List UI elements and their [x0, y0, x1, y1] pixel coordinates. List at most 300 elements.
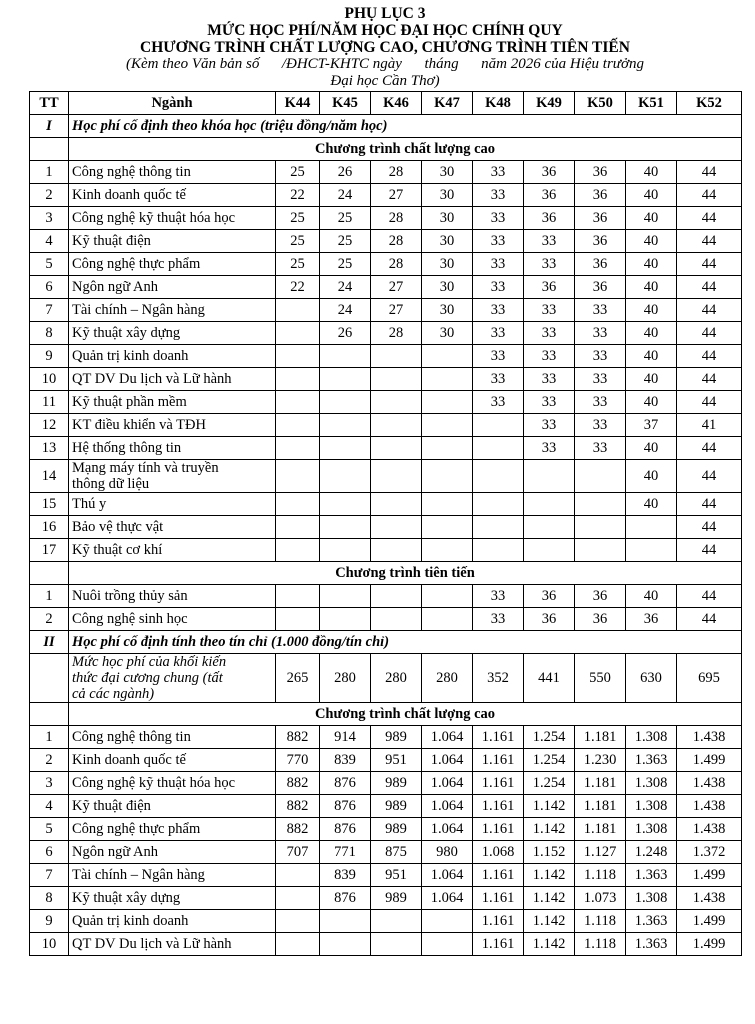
row-name: Kỹ thuật phần mềm — [69, 391, 276, 414]
value-cell — [276, 437, 320, 460]
document-subtitle: CHƯƠNG TRÌNH CHẤT LƯỢNG CAO, CHƯƠNG TRÌNH TIÊN TIẾN — [140, 39, 630, 56]
value-cell: 36 — [575, 253, 626, 276]
value-cell — [371, 493, 422, 516]
value-cell: 44 — [677, 161, 742, 184]
row-name: KT điều khiển và TĐH — [69, 414, 276, 437]
empty-cell — [30, 562, 69, 585]
row-number: 6 — [30, 276, 69, 299]
value-cell — [320, 516, 371, 539]
row-name: Quản trị kinh doanh — [69, 345, 276, 368]
col-header: K49 — [524, 92, 575, 115]
value-cell — [276, 585, 320, 608]
value-cell: 1.181 — [575, 795, 626, 818]
value-cell: 882 — [276, 818, 320, 841]
value-cell: 33 — [524, 253, 575, 276]
row-number: 11 — [30, 391, 69, 414]
value-cell: 44 — [677, 585, 742, 608]
table-row — [30, 864, 742, 887]
table-row — [30, 795, 742, 818]
section-number: I — [30, 115, 69, 138]
value-cell: 33 — [473, 276, 524, 299]
value-cell — [422, 368, 473, 391]
table-row — [30, 726, 742, 749]
value-cell: 951 — [371, 749, 422, 772]
value-cell — [276, 539, 320, 562]
row-number: 13 — [30, 437, 69, 460]
row-name — [69, 460, 276, 493]
table-row — [30, 493, 742, 516]
value-cell: 44 — [677, 516, 742, 539]
value-cell: 1.064 — [422, 887, 473, 910]
value-cell: 989 — [371, 818, 422, 841]
value-cell: 41 — [677, 414, 742, 437]
value-cell — [276, 493, 320, 516]
row-name: Ngôn ngữ Anh — [69, 841, 276, 864]
value-cell — [473, 539, 524, 562]
value-cell: 1.161 — [473, 749, 524, 772]
row-name: Nuôi trồng thủy sản — [69, 585, 276, 608]
value-cell: 36 — [575, 230, 626, 253]
value-cell: 36 — [524, 184, 575, 207]
value-cell: 1.064 — [422, 772, 473, 795]
value-cell: 33 — [473, 345, 524, 368]
section-number: II — [30, 631, 69, 654]
value-cell: 40 — [626, 184, 677, 207]
row-number: 5 — [30, 253, 69, 276]
value-cell — [626, 539, 677, 562]
value-cell: 30 — [422, 322, 473, 345]
value-cell — [575, 460, 626, 493]
value-cell — [320, 539, 371, 562]
value-cell: 1.161 — [473, 887, 524, 910]
table-row — [30, 933, 742, 956]
row-name: Hệ thống thông tin — [69, 437, 276, 460]
table-row — [30, 253, 742, 276]
value-cell: 36 — [524, 276, 575, 299]
value-cell: 1.127 — [575, 841, 626, 864]
row-number: 7 — [30, 864, 69, 887]
value-cell — [422, 437, 473, 460]
value-cell — [473, 437, 524, 460]
value-cell — [320, 391, 371, 414]
value-cell: 36 — [524, 161, 575, 184]
row-name: Thú y — [69, 493, 276, 516]
value-cell: 28 — [371, 253, 422, 276]
value-cell: 44 — [677, 184, 742, 207]
s1-clc-body — [30, 161, 742, 460]
value-cell: 1.254 — [524, 749, 575, 772]
row-number: 1 — [30, 585, 69, 608]
subsection-title: Chương trình chất lượng cao — [69, 703, 742, 726]
value-cell: 33 — [473, 184, 524, 207]
value-cell — [371, 516, 422, 539]
value-cell: 989 — [371, 726, 422, 749]
table-row — [30, 207, 742, 230]
value-cell — [371, 910, 422, 933]
value-cell: 707 — [276, 841, 320, 864]
value-cell — [422, 516, 473, 539]
value-cell: 44 — [677, 253, 742, 276]
row-number: 12 — [30, 414, 69, 437]
row-name: Kinh doanh quốc tế — [69, 749, 276, 772]
value-cell: 33 — [473, 253, 524, 276]
col-header: K46 — [371, 92, 422, 115]
row-name: QT DV Du lịch và Lữ hành — [69, 933, 276, 956]
value-cell: 980 — [422, 841, 473, 864]
value-cell: 36 — [575, 585, 626, 608]
table-row — [30, 437, 742, 460]
value-cell: 36 — [524, 585, 575, 608]
general-label-line: thức đại cương chung (tất — [72, 670, 223, 686]
row-number: 5 — [30, 818, 69, 841]
value-cell: 280 — [371, 654, 422, 703]
value-cell: 24 — [320, 184, 371, 207]
row-name: Kỹ thuật cơ khí — [69, 539, 276, 562]
value-cell: 441 — [524, 654, 575, 703]
value-cell: 1.363 — [626, 910, 677, 933]
value-cell: 33 — [575, 322, 626, 345]
row-number: 14 — [30, 460, 69, 493]
value-cell: 33 — [473, 322, 524, 345]
reference-note: (Kèm theo Văn bản số /ĐHCT-KHTC ngày tháng năm 2026 của Hiệu trưởng — [126, 56, 644, 72]
value-cell: 1.161 — [473, 772, 524, 795]
col-header: K48 — [473, 92, 524, 115]
table-row — [30, 230, 742, 253]
value-cell: 1.073 — [575, 887, 626, 910]
row-number: 16 — [30, 516, 69, 539]
value-cell: 1.152 — [524, 841, 575, 864]
value-cell — [524, 493, 575, 516]
value-cell: 33 — [473, 585, 524, 608]
row-number: 7 — [30, 299, 69, 322]
value-cell — [320, 910, 371, 933]
value-cell: 40 — [626, 437, 677, 460]
row-number: 2 — [30, 608, 69, 631]
value-cell: 1.161 — [473, 818, 524, 841]
value-cell: 44 — [677, 299, 742, 322]
general-row — [30, 654, 742, 703]
fee-table — [29, 91, 742, 956]
value-cell: 36 — [575, 276, 626, 299]
value-cell: 876 — [320, 818, 371, 841]
value-cell: 33 — [473, 299, 524, 322]
row-number: 4 — [30, 230, 69, 253]
value-cell: 33 — [473, 608, 524, 631]
value-cell: 33 — [524, 437, 575, 460]
value-cell: 40 — [626, 253, 677, 276]
value-cell: 1.308 — [626, 772, 677, 795]
value-cell: 30 — [422, 161, 473, 184]
row-name: Tài chính – Ngân hàng — [69, 299, 276, 322]
value-cell: 28 — [371, 207, 422, 230]
value-cell: 33 — [575, 391, 626, 414]
row-number: 2 — [30, 184, 69, 207]
value-cell — [320, 437, 371, 460]
value-cell — [276, 933, 320, 956]
value-cell — [422, 460, 473, 493]
value-cell: 30 — [422, 299, 473, 322]
empty-cell — [30, 138, 69, 161]
value-cell — [276, 887, 320, 910]
value-cell: 25 — [320, 207, 371, 230]
table-row — [30, 460, 742, 493]
row-name: Kỹ thuật xây dựng — [69, 322, 276, 345]
table-row — [30, 368, 742, 391]
value-cell: 36 — [575, 608, 626, 631]
value-cell: 1.499 — [677, 910, 742, 933]
value-cell: 1.142 — [524, 887, 575, 910]
value-cell — [422, 608, 473, 631]
row-name-line: Mạng máy tính và truyền — [72, 460, 219, 476]
value-cell: 33 — [575, 299, 626, 322]
value-cell — [473, 460, 524, 493]
value-cell: 22 — [276, 184, 320, 207]
appendix-title: PHỤ LỤC 3 — [344, 5, 426, 22]
value-cell: 44 — [677, 345, 742, 368]
value-cell — [422, 391, 473, 414]
value-cell — [276, 299, 320, 322]
table-row — [30, 818, 742, 841]
col-header: K51 — [626, 92, 677, 115]
value-cell: 1.142 — [524, 864, 575, 887]
value-cell: 28 — [371, 230, 422, 253]
value-cell: 1.438 — [677, 772, 742, 795]
row-name: Công nghệ kỹ thuật hóa học — [69, 207, 276, 230]
value-cell: 44 — [677, 460, 742, 493]
row-name: Ngôn ngữ Anh — [69, 276, 276, 299]
table-row — [30, 414, 742, 437]
value-cell — [473, 414, 524, 437]
value-cell: 1.068 — [473, 841, 524, 864]
row-name: Công nghệ kỹ thuật hóa học — [69, 772, 276, 795]
row-name: QT DV Du lịch và Lữ hành — [69, 368, 276, 391]
value-cell: 33 — [473, 391, 524, 414]
col-header: Ngành — [69, 92, 276, 115]
header-row — [30, 92, 742, 115]
table-row — [30, 391, 742, 414]
value-cell: 914 — [320, 726, 371, 749]
value-cell: 33 — [524, 414, 575, 437]
value-cell: 882 — [276, 795, 320, 818]
row-number: 2 — [30, 749, 69, 772]
row-number: 8 — [30, 322, 69, 345]
value-cell: 44 — [677, 608, 742, 631]
row-number: 10 — [30, 933, 69, 956]
row-number: 6 — [30, 841, 69, 864]
value-cell: 30 — [422, 207, 473, 230]
value-cell: 771 — [320, 841, 371, 864]
value-cell: 630 — [626, 654, 677, 703]
value-cell — [422, 345, 473, 368]
col-header: TT — [30, 92, 69, 115]
value-cell — [276, 608, 320, 631]
table-row — [30, 585, 742, 608]
value-cell: 695 — [677, 654, 742, 703]
value-cell: 876 — [320, 887, 371, 910]
reference-note-cont: Đại học Cần Thơ) — [330, 73, 440, 89]
value-cell — [276, 391, 320, 414]
value-cell: 30 — [422, 276, 473, 299]
value-cell: 36 — [524, 207, 575, 230]
value-cell — [524, 539, 575, 562]
value-cell: 27 — [371, 184, 422, 207]
value-cell: 40 — [626, 493, 677, 516]
col-header: K45 — [320, 92, 371, 115]
value-cell: 1.308 — [626, 795, 677, 818]
value-cell — [575, 539, 626, 562]
value-cell: 24 — [320, 299, 371, 322]
value-cell: 1.438 — [677, 818, 742, 841]
value-cell: 40 — [626, 345, 677, 368]
value-cell — [524, 460, 575, 493]
value-cell: 44 — [677, 207, 742, 230]
row-number: 4 — [30, 795, 69, 818]
empty-cell — [30, 703, 69, 726]
value-cell: 25 — [276, 207, 320, 230]
value-cell — [422, 933, 473, 956]
row-name: Công nghệ sinh học — [69, 608, 276, 631]
value-cell: 839 — [320, 749, 371, 772]
value-cell: 33 — [575, 437, 626, 460]
value-cell: 265 — [276, 654, 320, 703]
value-cell: 44 — [677, 276, 742, 299]
value-cell — [422, 585, 473, 608]
value-cell: 26 — [320, 161, 371, 184]
row-name: Quản trị kinh doanh — [69, 910, 276, 933]
value-cell: 875 — [371, 841, 422, 864]
value-cell — [371, 460, 422, 493]
value-cell: 25 — [276, 253, 320, 276]
value-cell: 44 — [677, 493, 742, 516]
value-cell: 27 — [371, 299, 422, 322]
value-cell — [422, 910, 473, 933]
value-cell: 882 — [276, 726, 320, 749]
value-cell: 40 — [626, 207, 677, 230]
value-cell: 839 — [320, 864, 371, 887]
table-row — [30, 161, 742, 184]
value-cell — [276, 460, 320, 493]
value-cell: 1.438 — [677, 887, 742, 910]
value-cell: 36 — [626, 608, 677, 631]
value-cell: 550 — [575, 654, 626, 703]
table-row — [30, 608, 742, 631]
table-row — [30, 841, 742, 864]
value-cell: 37 — [626, 414, 677, 437]
subsection-title: Chương trình tiên tiến — [69, 562, 742, 585]
value-cell: 33 — [524, 230, 575, 253]
value-cell: 40 — [626, 460, 677, 493]
value-cell — [276, 516, 320, 539]
value-cell: 40 — [626, 161, 677, 184]
subsection-title: Chương trình chất lượng cao — [69, 138, 742, 161]
value-cell: 33 — [473, 161, 524, 184]
value-cell: 44 — [677, 368, 742, 391]
value-cell — [575, 493, 626, 516]
value-cell: 33 — [473, 207, 524, 230]
value-cell: 280 — [320, 654, 371, 703]
row-number: 17 — [30, 539, 69, 562]
value-cell: 36 — [575, 207, 626, 230]
value-cell: 33 — [524, 391, 575, 414]
value-cell — [371, 345, 422, 368]
value-cell — [371, 414, 422, 437]
value-cell: 24 — [320, 276, 371, 299]
value-cell — [473, 516, 524, 539]
value-cell: 1.161 — [473, 726, 524, 749]
value-cell: 22 — [276, 276, 320, 299]
section-title: Học phí cố định theo khóa học (triệu đồng/năm học) — [69, 115, 742, 138]
value-cell: 40 — [626, 276, 677, 299]
value-cell: 40 — [626, 585, 677, 608]
value-cell: 1.064 — [422, 749, 473, 772]
row-name: Kinh doanh quốc tế — [69, 184, 276, 207]
value-cell: 1.254 — [524, 772, 575, 795]
value-cell — [320, 933, 371, 956]
general-label-line: Mức học phí của khối kiến — [72, 654, 227, 670]
value-cell — [320, 493, 371, 516]
value-cell — [371, 368, 422, 391]
value-cell: 352 — [473, 654, 524, 703]
value-cell: 770 — [276, 749, 320, 772]
table-row — [30, 887, 742, 910]
value-cell — [524, 516, 575, 539]
value-cell: 1.161 — [473, 795, 524, 818]
value-cell: 33 — [524, 299, 575, 322]
value-cell: 25 — [320, 230, 371, 253]
row-name: Kỹ thuật điện — [69, 795, 276, 818]
value-cell: 1.118 — [575, 910, 626, 933]
value-cell: 1.363 — [626, 749, 677, 772]
value-cell: 40 — [626, 368, 677, 391]
value-cell: 876 — [320, 772, 371, 795]
row-number: 10 — [30, 368, 69, 391]
row-name: Kỹ thuật điện — [69, 230, 276, 253]
col-header: K47 — [422, 92, 473, 115]
value-cell: 26 — [320, 322, 371, 345]
value-cell: 1.064 — [422, 818, 473, 841]
value-cell: 33 — [575, 414, 626, 437]
value-cell: 1.118 — [575, 864, 626, 887]
table-row — [30, 184, 742, 207]
row-number: 9 — [30, 910, 69, 933]
value-cell: 30 — [422, 184, 473, 207]
row-number: 1 — [30, 726, 69, 749]
col-header: K52 — [677, 92, 742, 115]
value-cell: 1.118 — [575, 933, 626, 956]
section-row — [30, 631, 742, 654]
value-cell: 30 — [422, 253, 473, 276]
empty-cell — [30, 654, 69, 703]
value-cell: 40 — [626, 230, 677, 253]
value-cell: 44 — [677, 391, 742, 414]
value-cell — [320, 368, 371, 391]
value-cell: 1.254 — [524, 726, 575, 749]
value-cell — [276, 864, 320, 887]
value-cell: 1.181 — [575, 772, 626, 795]
value-cell — [320, 585, 371, 608]
value-cell: 876 — [320, 795, 371, 818]
subsection-row — [30, 138, 742, 161]
value-cell: 25 — [276, 230, 320, 253]
value-cell: 44 — [677, 230, 742, 253]
row-number: 3 — [30, 207, 69, 230]
value-cell: 25 — [320, 253, 371, 276]
value-cell: 1.142 — [524, 818, 575, 841]
value-cell: 1.142 — [524, 795, 575, 818]
value-cell: 882 — [276, 772, 320, 795]
document-page — [0, 5, 755, 1024]
value-cell — [422, 493, 473, 516]
